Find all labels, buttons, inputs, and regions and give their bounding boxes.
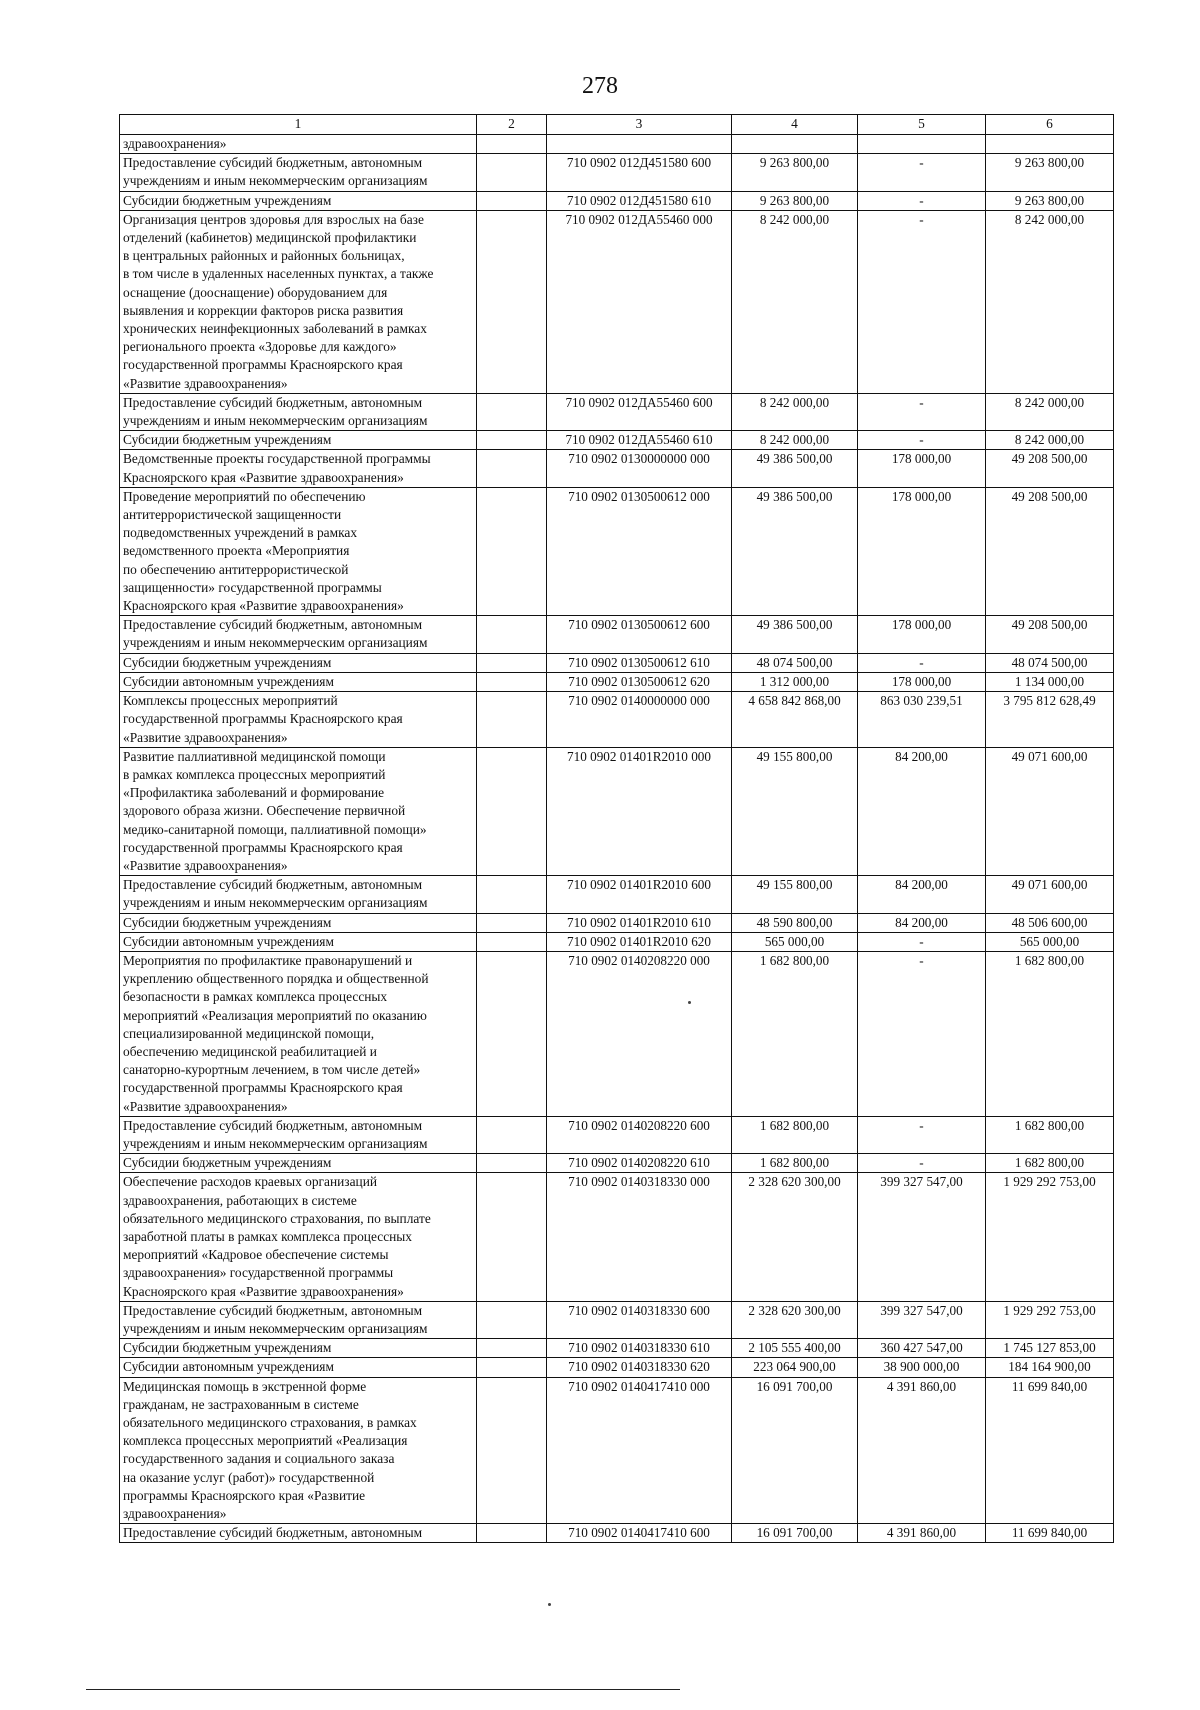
row-name-cell: Предоставление субсидий бюджетным, автономным учреждениям и иным некоммерческим организациям <box>120 1301 477 1338</box>
column-header: 3 <box>547 115 732 135</box>
budget-table-container <box>119 114 1113 1543</box>
table-row <box>120 431 1114 450</box>
row-empty-cell <box>477 747 547 875</box>
row-value-6-cell: 8 242 000,00 <box>986 210 1114 393</box>
row-empty-cell <box>477 951 547 1116</box>
row-value-4-cell: 1 312 000,00 <box>732 672 858 691</box>
row-value-5-cell: - <box>858 1116 986 1153</box>
table-row <box>120 951 1114 1116</box>
row-value-5-cell: 399 327 547,00 <box>858 1301 986 1338</box>
table-row <box>120 135 1114 154</box>
row-value-4-cell: 49 386 500,00 <box>732 487 858 615</box>
row-name-cell: Предоставление субсидий бюджетным, автономным учреждениям и иным некоммерческим организациям <box>120 154 477 191</box>
row-value-4-cell: 1 682 800,00 <box>732 951 858 1116</box>
row-empty-cell <box>477 1154 547 1173</box>
row-value-6-cell: 49 208 500,00 <box>986 487 1114 615</box>
row-value-6-cell: 184 164 900,00 <box>986 1358 1114 1377</box>
row-code-cell: 710 0902 0130500612 000 <box>547 487 732 615</box>
row-name-cell: Обеспечение расходов краевых организаций здравоохранения, работающих в системе обязательного медицинского страхования, по выплате заработной платы в рамках комплекса процессных мероприятий «Кадровое обеспечение системы здравоохранения» государственной программы Красноярского края «Развитие здравоохранения» <box>120 1173 477 1301</box>
row-value-5-cell: - <box>858 932 986 951</box>
row-name-cell: Медицинская помощь в экстренной форме гражданам, не застрахованным в системе обязательного медицинского страхования, в рамках комплекса процессных мероприятий «Реализация государственного задания и социального заказа на оказание услуг (работ)» государственной программы Красноярского края «Развитие здравоохранения» <box>120 1377 477 1524</box>
row-value-4-cell: 8 242 000,00 <box>732 393 858 430</box>
row-value-6-cell: 8 242 000,00 <box>986 393 1114 430</box>
row-empty-cell <box>477 1116 547 1153</box>
row-value-6-cell: 1 682 800,00 <box>986 951 1114 1116</box>
row-empty-cell <box>477 876 547 913</box>
row-value-6-cell: 1 134 000,00 <box>986 672 1114 691</box>
row-value-6-cell: 1 929 292 753,00 <box>986 1301 1114 1338</box>
row-name-cell: Комплексы процессных мероприятий государственной программы Красноярского края «Развитие здравоохранения» <box>120 692 477 748</box>
row-name-cell: Мероприятия по профилактике правонарушений и укреплению общественного порядка и общественной безопасности в рамках комплекса процессных мероприятий «Реализация мероприятий по оказанию специализированной медицинской помощи, обеспечению медицинской реабилитацией и санаторно-курортным лечением, в том числе детей» государственной программы Красноярского края «Развитие здравоохранения» <box>120 951 477 1116</box>
row-value-6-cell: 11 699 840,00 <box>986 1377 1114 1524</box>
table-row <box>120 1524 1114 1543</box>
row-value-4-cell: 48 074 500,00 <box>732 653 858 672</box>
row-name-cell: Субсидии бюджетным учреждениям <box>120 431 477 450</box>
row-name-cell: Предоставление субсидий бюджетным, автономным учреждениям и иным некоммерческим организациям <box>120 876 477 913</box>
row-code-cell: 710 0902 0140208220 000 <box>547 951 732 1116</box>
table-row <box>120 913 1114 932</box>
column-header: 5 <box>858 115 986 135</box>
row-code-cell: 710 0902 0140417410 600 <box>547 1524 732 1543</box>
row-value-6-cell: 1 682 800,00 <box>986 1154 1114 1173</box>
column-header: 4 <box>732 115 858 135</box>
row-name-cell: Предоставление субсидий бюджетным, автономным учреждениям и иным некоммерческим организациям <box>120 616 477 653</box>
row-empty-cell <box>477 450 547 487</box>
table-row <box>120 1358 1114 1377</box>
row-value-6-cell: 49 208 500,00 <box>986 450 1114 487</box>
row-empty-cell <box>477 487 547 615</box>
row-value-4-cell: 9 263 800,00 <box>732 154 858 191</box>
table-row <box>120 1301 1114 1338</box>
table-row <box>120 692 1114 748</box>
row-value-5-cell: 178 000,00 <box>858 487 986 615</box>
row-name-cell: Развитие паллиативной медицинской помощи в рамках комплекса процессных мероприятий «Профилактика заболеваний и формирование здорового образа жизни. Обеспечение первичной медико-санитарной помощи, паллиативной помощи» государственной программы Красноярского края «Развитие здравоохранения» <box>120 747 477 875</box>
row-code-cell: 710 0902 012ДА55460 600 <box>547 393 732 430</box>
row-code-cell: 710 0902 012ДА55460 000 <box>547 210 732 393</box>
row-name-cell: Организация центров здоровья для взрослых на базе отделений (кабинетов) медицинской профилактики в центральных районных и районных больницах, в том числе в удаленных населенных пунктах, а также оснащение (дооснащение) оборудованием для выявления и коррекции факторов риска развития хронических неинфекционных заболеваний в рамках регионального проекта «Здоровье для каждого» государственной программы Красноярского края «Развитие здравоохранения» <box>120 210 477 393</box>
row-empty-cell <box>477 1339 547 1358</box>
row-code-cell: 710 0902 0130500612 600 <box>547 616 732 653</box>
row-value-4-cell <box>732 135 858 154</box>
row-value-5-cell: - <box>858 431 986 450</box>
row-value-4-cell: 16 091 700,00 <box>732 1524 858 1543</box>
row-name-cell: Субсидии автономным учреждениям <box>120 1358 477 1377</box>
table-row <box>120 653 1114 672</box>
table-body <box>120 135 1114 1543</box>
table-row <box>120 154 1114 191</box>
row-empty-cell <box>477 191 547 210</box>
row-value-4-cell: 1 682 800,00 <box>732 1116 858 1153</box>
row-value-4-cell: 49 386 500,00 <box>732 450 858 487</box>
row-value-5-cell: - <box>858 393 986 430</box>
row-value-6-cell: 11 699 840,00 <box>986 1524 1114 1543</box>
row-name-cell: Проведение мероприятий по обеспечению антитеррористической защищенности подведомственных учреждений в рамках ведомственного проекта «Мероприятия по обеспечению антитеррористической защищенности» государственной программы Красноярского края «Развитие здравоохранения» <box>120 487 477 615</box>
table-row <box>120 1173 1114 1301</box>
row-name-cell: Предоставление субсидий бюджетным, автономным <box>120 1524 477 1543</box>
row-empty-cell <box>477 154 547 191</box>
row-value-6-cell: 49 071 600,00 <box>986 747 1114 875</box>
row-value-4-cell: 8 242 000,00 <box>732 210 858 393</box>
table-row <box>120 487 1114 615</box>
table-row <box>120 393 1114 430</box>
column-header: 6 <box>986 115 1114 135</box>
table-row <box>120 450 1114 487</box>
row-value-5-cell: - <box>858 154 986 191</box>
row-code-cell: 710 0902 0140318330 600 <box>547 1301 732 1338</box>
row-code-cell: 710 0902 01401R2010 620 <box>547 932 732 951</box>
row-name-cell: Субсидии бюджетным учреждениям <box>120 913 477 932</box>
row-code-cell: 710 0902 0140208220 600 <box>547 1116 732 1153</box>
row-value-6-cell <box>986 135 1114 154</box>
row-name-cell: Субсидии бюджетным учреждениям <box>120 191 477 210</box>
row-value-4-cell: 49 155 800,00 <box>732 876 858 913</box>
row-value-4-cell: 9 263 800,00 <box>732 191 858 210</box>
row-value-6-cell: 1 682 800,00 <box>986 1116 1114 1153</box>
row-empty-cell <box>477 210 547 393</box>
row-value-4-cell: 49 386 500,00 <box>732 616 858 653</box>
row-value-6-cell: 49 071 600,00 <box>986 876 1114 913</box>
row-empty-cell <box>477 1173 547 1301</box>
row-value-5-cell: 84 200,00 <box>858 913 986 932</box>
row-name-cell: Субсидии бюджетным учреждениям <box>120 653 477 672</box>
row-value-5-cell: 38 900 000,00 <box>858 1358 986 1377</box>
row-value-4-cell: 4 658 842 868,00 <box>732 692 858 748</box>
row-empty-cell <box>477 1524 547 1543</box>
row-code-cell: 710 0902 0140318330 610 <box>547 1339 732 1358</box>
row-name-cell: Предоставление субсидий бюджетным, автономным учреждениям и иным некоммерческим организациям <box>120 393 477 430</box>
row-code-cell: 710 0902 0140208220 610 <box>547 1154 732 1173</box>
row-value-5-cell: - <box>858 951 986 1116</box>
row-empty-cell <box>477 913 547 932</box>
table-row <box>120 191 1114 210</box>
row-value-4-cell: 2 328 620 300,00 <box>732 1301 858 1338</box>
row-code-cell: 710 0902 012Д451580 600 <box>547 154 732 191</box>
row-value-6-cell: 8 242 000,00 <box>986 431 1114 450</box>
row-name-cell: Субсидии автономным учреждениям <box>120 672 477 691</box>
row-code-cell: 710 0902 012ДА55460 610 <box>547 431 732 450</box>
row-value-5-cell: - <box>858 653 986 672</box>
row-value-5-cell <box>858 135 986 154</box>
table-row <box>120 1339 1114 1358</box>
row-code-cell: 710 0902 01401R2010 000 <box>547 747 732 875</box>
row-name-cell: Субсидии автономным учреждениям <box>120 932 477 951</box>
table-header-row <box>120 115 1114 135</box>
row-value-6-cell: 49 208 500,00 <box>986 616 1114 653</box>
row-value-5-cell: 178 000,00 <box>858 450 986 487</box>
table-row <box>120 932 1114 951</box>
row-code-cell: 710 0902 01401R2010 610 <box>547 913 732 932</box>
row-value-5-cell: 863 030 239,51 <box>858 692 986 748</box>
row-name-cell: Предоставление субсидий бюджетным, автономным учреждениям и иным некоммерческим организациям <box>120 1116 477 1153</box>
row-value-5-cell: 4 391 860,00 <box>858 1377 986 1524</box>
row-value-6-cell: 1 929 292 753,00 <box>986 1173 1114 1301</box>
row-value-6-cell: 9 263 800,00 <box>986 154 1114 191</box>
row-value-5-cell: - <box>858 210 986 393</box>
row-value-5-cell: 360 427 547,00 <box>858 1339 986 1358</box>
scan-speck <box>688 1001 691 1004</box>
row-value-5-cell: 4 391 860,00 <box>858 1524 986 1543</box>
row-empty-cell <box>477 393 547 430</box>
row-value-4-cell: 49 155 800,00 <box>732 747 858 875</box>
row-value-4-cell: 2 328 620 300,00 <box>732 1173 858 1301</box>
row-value-4-cell: 565 000,00 <box>732 932 858 951</box>
row-value-4-cell: 16 091 700,00 <box>732 1377 858 1524</box>
row-value-6-cell: 565 000,00 <box>986 932 1114 951</box>
row-empty-cell <box>477 672 547 691</box>
row-value-5-cell: 84 200,00 <box>858 747 986 875</box>
page-number: 278 <box>582 73 618 99</box>
row-value-5-cell: - <box>858 191 986 210</box>
row-empty-cell <box>477 1377 547 1524</box>
table-row <box>120 876 1114 913</box>
column-header: 2 <box>477 115 547 135</box>
row-empty-cell <box>477 431 547 450</box>
row-name-cell: Ведомственные проекты государственной программы Красноярского края «Развитие здравоохранения» <box>120 450 477 487</box>
row-value-6-cell: 1 745 127 853,00 <box>986 1339 1114 1358</box>
row-value-6-cell: 9 263 800,00 <box>986 191 1114 210</box>
row-name-cell: Субсидии бюджетным учреждениям <box>120 1154 477 1173</box>
row-empty-cell <box>477 932 547 951</box>
column-header: 1 <box>120 115 477 135</box>
table-row <box>120 672 1114 691</box>
row-name-cell: здравоохранения» <box>120 135 477 154</box>
row-code-cell: 710 0902 0140318330 620 <box>547 1358 732 1377</box>
row-code-cell: 710 0902 01401R2010 600 <box>547 876 732 913</box>
footer-rule <box>86 1689 680 1690</box>
row-empty-cell <box>477 692 547 748</box>
row-code-cell: 710 0902 012Д451580 610 <box>547 191 732 210</box>
row-empty-cell <box>477 1358 547 1377</box>
row-value-6-cell: 48 074 500,00 <box>986 653 1114 672</box>
row-value-4-cell: 8 242 000,00 <box>732 431 858 450</box>
row-empty-cell <box>477 616 547 653</box>
row-value-5-cell: 399 327 547,00 <box>858 1173 986 1301</box>
row-value-5-cell: 84 200,00 <box>858 876 986 913</box>
table-row <box>120 616 1114 653</box>
row-empty-cell <box>477 653 547 672</box>
row-code-cell: 710 0902 0140318330 000 <box>547 1173 732 1301</box>
row-code-cell: 710 0902 0140000000 000 <box>547 692 732 748</box>
table-row <box>120 210 1114 393</box>
row-value-5-cell: - <box>858 1154 986 1173</box>
row-value-6-cell: 3 795 812 628,49 <box>986 692 1114 748</box>
row-code-cell: 710 0902 0130500612 620 <box>547 672 732 691</box>
budget-table <box>119 114 1114 1543</box>
table-row <box>120 747 1114 875</box>
row-code-cell: 710 0902 0130000000 000 <box>547 450 732 487</box>
row-value-4-cell: 48 590 800,00 <box>732 913 858 932</box>
row-code-cell: 710 0902 0140417410 000 <box>547 1377 732 1524</box>
row-value-4-cell: 223 064 900,00 <box>732 1358 858 1377</box>
row-value-5-cell: 178 000,00 <box>858 672 986 691</box>
row-name-cell: Субсидии бюджетным учреждениям <box>120 1339 477 1358</box>
row-empty-cell <box>477 135 547 154</box>
row-value-4-cell: 1 682 800,00 <box>732 1154 858 1173</box>
row-value-5-cell: 178 000,00 <box>858 616 986 653</box>
table-row <box>120 1377 1114 1524</box>
row-value-6-cell: 48 506 600,00 <box>986 913 1114 932</box>
table-row <box>120 1116 1114 1153</box>
row-code-cell: 710 0902 0130500612 610 <box>547 653 732 672</box>
row-value-4-cell: 2 105 555 400,00 <box>732 1339 858 1358</box>
row-code-cell <box>547 135 732 154</box>
row-empty-cell <box>477 1301 547 1338</box>
scan-speck <box>548 1603 551 1606</box>
table-row <box>120 1154 1114 1173</box>
